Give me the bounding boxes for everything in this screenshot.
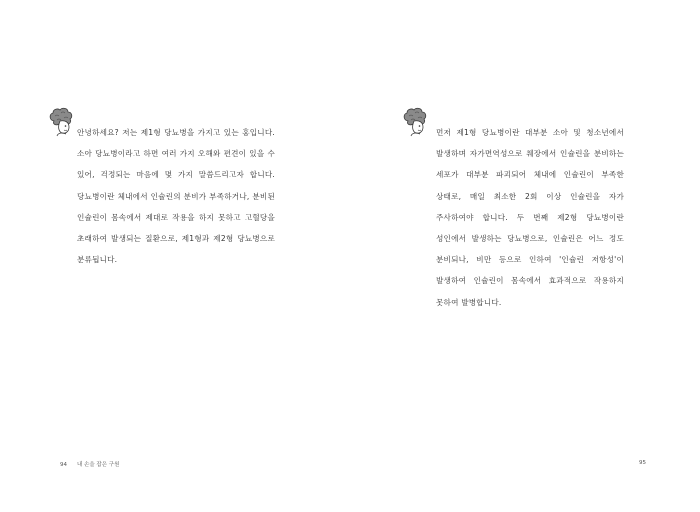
avatar-drawing [402,107,428,137]
avatar-drawing [48,107,74,137]
left-page-paragraph: 안녕하세요? 저는 제1형 당뇨병을 가지고 있는 홍입니다. 소아 당뇨병이라고 하면 여러 가지 오해와 편견이 있을 수 있어, 걱정되는 마음에 몇 가지 말씀드리고자 합니다. 당뇨병이란 체내에서 인슐린의 분비가 부족하거나, 분비된 인슐린이 몸속에서 제대로 작용을 하지 못하고 고혈당을 초래하여 발생되는 질환으로, 제1형과 제2형 당뇨병으로 분류됩니다. [77,128,275,265]
curly-hair-avatar-icon [48,107,74,137]
left-page-number: 94 [60,462,67,468]
right-page-paragraph: 먼저 제1형 당뇨병이란 대부분 소아 및 청소년에서 발생하며 자가면역성으로 췌장에서 인슐린을 분비하는 세포가 대부분 파괴되어 체내에 인슐린이 부족한 상태로, 매일 최소한 2회 이상 인슐린을 자가 주사하여야 합니다. 두 번째 제2형 당뇨병이란 성인에서 발생하는 당뇨병으로, 인슐린은 어느 정도 분비되나, 비만 등으로 인하여 '인슐린 저항성'이 발생하여 인슐린이 몸속에서 효과적으로 작용하지 못하여 발병합니다. [436,128,624,307]
left-page-footer [60,460,119,468]
right-page-number: 95 [639,460,646,466]
right-page-footer [639,460,646,466]
running-title: 내 손을 잡은 구원 [77,462,120,468]
curly-hair-avatar-icon [402,107,428,137]
